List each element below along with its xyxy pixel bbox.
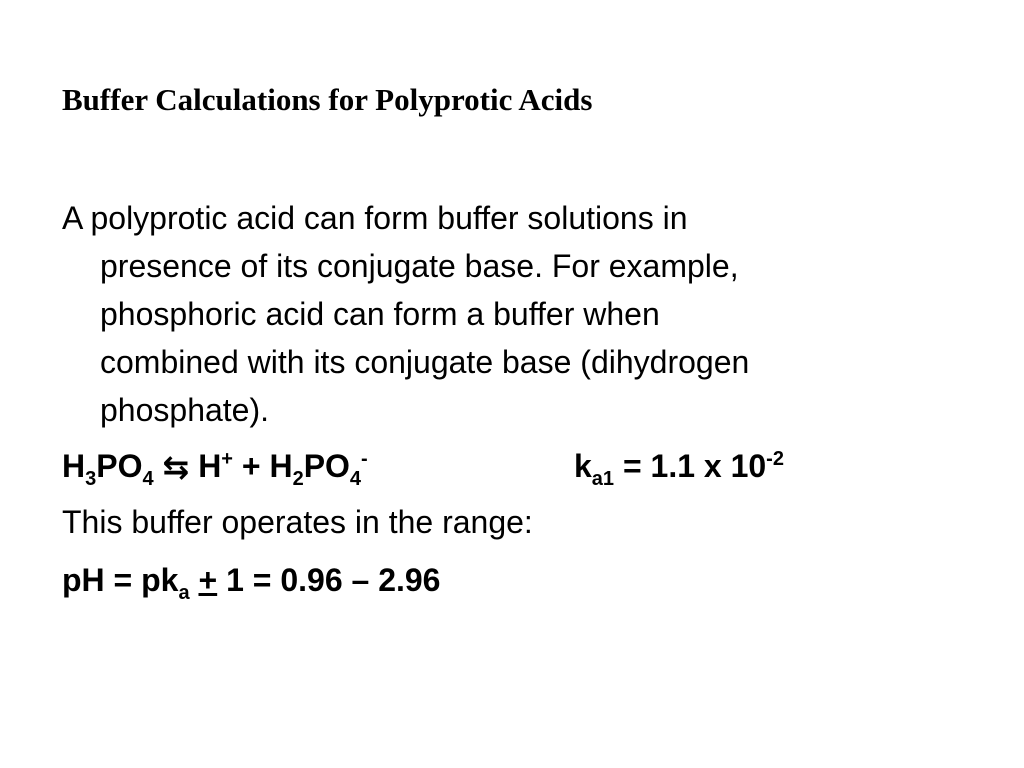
dissociation-equation: [62, 444, 368, 489]
paragraph-line: A polyprotic acid can form buffer solutions in: [62, 200, 688, 236]
reactant-po-subscript: 4: [142, 468, 154, 490]
ka-symbol: k: [574, 448, 592, 484]
product-po-charge: -: [361, 448, 368, 470]
ka-subscript: a1: [591, 468, 615, 490]
ph-rhs: 1 = 0.96 – 2.96: [226, 562, 441, 598]
product-po-subscript: 4: [349, 468, 362, 490]
paragraph-line: presence of its conjugate base. For example,: [100, 248, 739, 284]
reactant-po: PO: [96, 448, 143, 484]
plus-minus-sign: +: [198, 562, 218, 598]
body-paragraph: [62, 194, 962, 434]
paragraph-line: phosphoric acid can form a buffer when: [100, 296, 660, 332]
paragraph-line: phosphate).: [100, 392, 270, 428]
ph-lhs: pH = pk: [62, 562, 179, 598]
ka-exponent: -2: [766, 448, 784, 470]
range-text: This buffer operates in the range:: [62, 504, 533, 540]
slide-title: Buffer Calculations for Polyprotic Acids: [62, 82, 593, 117]
product-h2: H: [269, 448, 293, 484]
ka-value-text: = 1.1 x 10: [622, 448, 767, 484]
ka-value: [574, 444, 784, 488]
equilibrium-arrow-icon: ⇆: [162, 449, 190, 485]
product-po: PO: [303, 448, 350, 484]
product-h-charge: +: [221, 448, 233, 470]
reactant-h: H: [62, 448, 86, 484]
product-h2-subscript: 2: [292, 468, 304, 490]
product-h: H: [198, 448, 222, 484]
ph-subscript: a: [178, 582, 190, 604]
ph-equation: [62, 558, 440, 602]
paragraph-line: combined with its conjugate base (dihydrogen: [100, 344, 750, 380]
reactant-h-subscript: 3: [85, 468, 97, 490]
plus-sign: +: [241, 448, 261, 484]
